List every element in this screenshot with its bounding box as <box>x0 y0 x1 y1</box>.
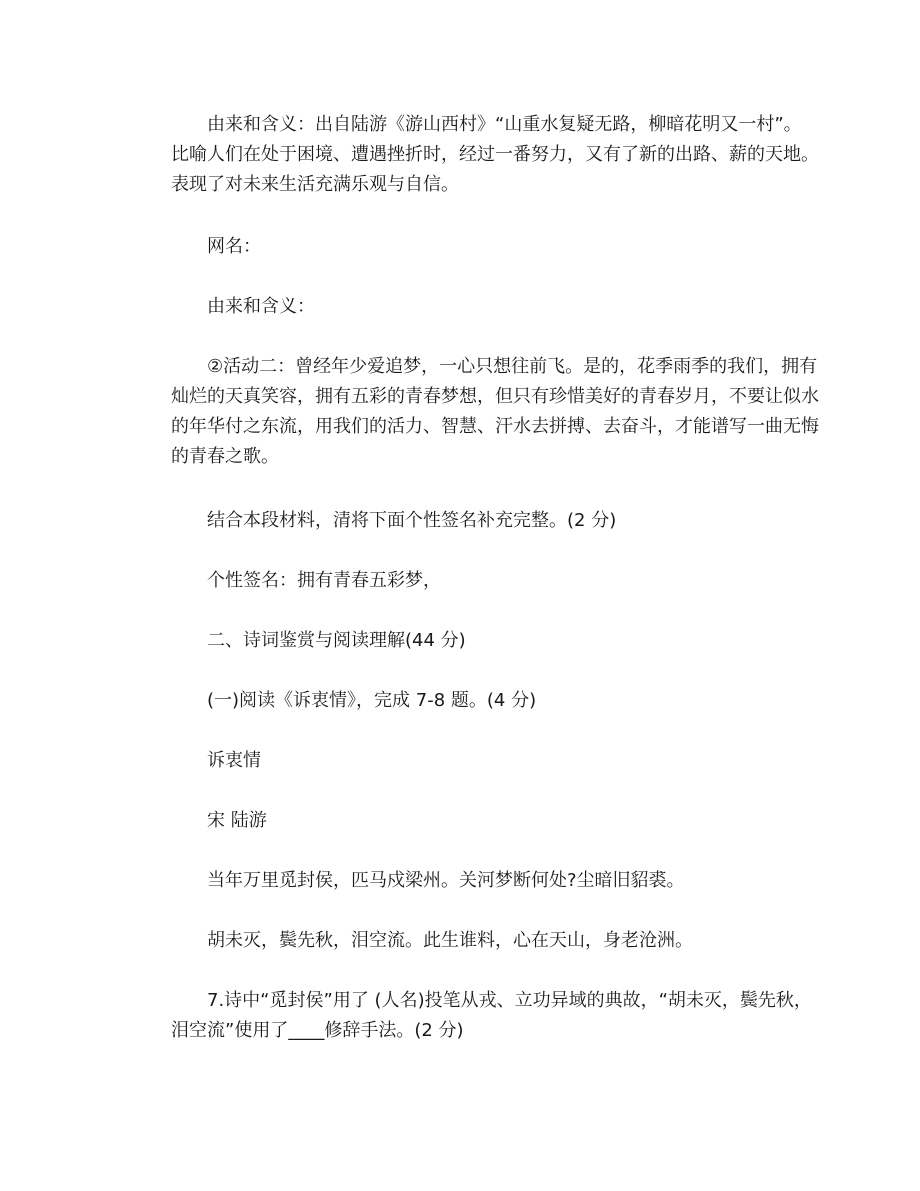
paragraph-origin-meaning-blank <box>135 292 795 322</box>
paragraph-net-name <box>135 232 795 262</box>
text-line: 7.诗中“觅封侯”用了 (人名)投笔从戎、立功异域的典故，“胡未灭，鬓先秋， <box>207 990 812 1011</box>
text-line: 诉衷情 <box>207 750 261 771</box>
text-line: 宋 陆游 <box>207 810 267 831</box>
text-line: 当年万里觅封侯，匹马戍梁州。关河梦断何处?尘暗旧貂裘。 <box>207 870 685 891</box>
text-line: 胡未灭，鬓先秋，泪空流。此生谁料，心在天山，身老沧洲。 <box>207 930 693 951</box>
poem-author <box>135 806 795 836</box>
text-line: 由来和含义： <box>207 296 315 317</box>
text-line: 个性签名：拥有青春五彩梦， <box>207 570 441 591</box>
paragraph-activity-two <box>135 352 819 472</box>
text-line: 结合本段材料，清将下面个性签名补充完整。(2 分) <box>207 510 617 531</box>
text-line: (一)阅读《诉衷情》，完成 7-8 题。(4 分) <box>207 690 537 711</box>
paragraph-signature-instruction <box>135 506 795 536</box>
text-line: 比喻人们在处于困境、遭遇挫折时，经过一番努力，又有了新的出路、薪的天地。 <box>171 144 819 165</box>
poem-stanza-2 <box>135 926 795 956</box>
text-line: 泪空流”使用了____修辞手法。(2 分) <box>171 1020 464 1041</box>
paragraph-origin-meaning-example <box>135 110 819 200</box>
text-line: 的年华付之东流，用我们的活力、智慧、汗水去拼搏、去奋斗，才能谱写一曲无悔 <box>171 416 819 437</box>
question-7 <box>135 986 812 1046</box>
text-line: ②活动二：曾经年少爱追梦，一心只想往前飞。是的，花季雨季的我们，拥有 <box>207 356 818 377</box>
text-line: 网名： <box>207 236 261 257</box>
section-heading-poetry <box>135 626 795 656</box>
poem-title <box>135 746 795 776</box>
paragraph-personal-signature <box>135 566 795 596</box>
text-line: 表现了对未来生活充满乐观与自信。 <box>171 174 459 195</box>
poem-stanza-1 <box>135 866 795 896</box>
text-line: 的青春之歌。 <box>171 446 279 467</box>
text-line: 灿烂的天真笑容，拥有五彩的青春梦想，但只有珍惜美好的青春岁月，不要让似水 <box>171 386 819 407</box>
text-line: 由来和含义：出自陆游《游山西村》“山重水复疑无路，柳暗花明又一村”。 <box>207 114 802 135</box>
subsection-heading-reading <box>135 686 795 716</box>
text-line: 二、诗词鉴赏与阅读理解(44 分) <box>207 630 466 651</box>
